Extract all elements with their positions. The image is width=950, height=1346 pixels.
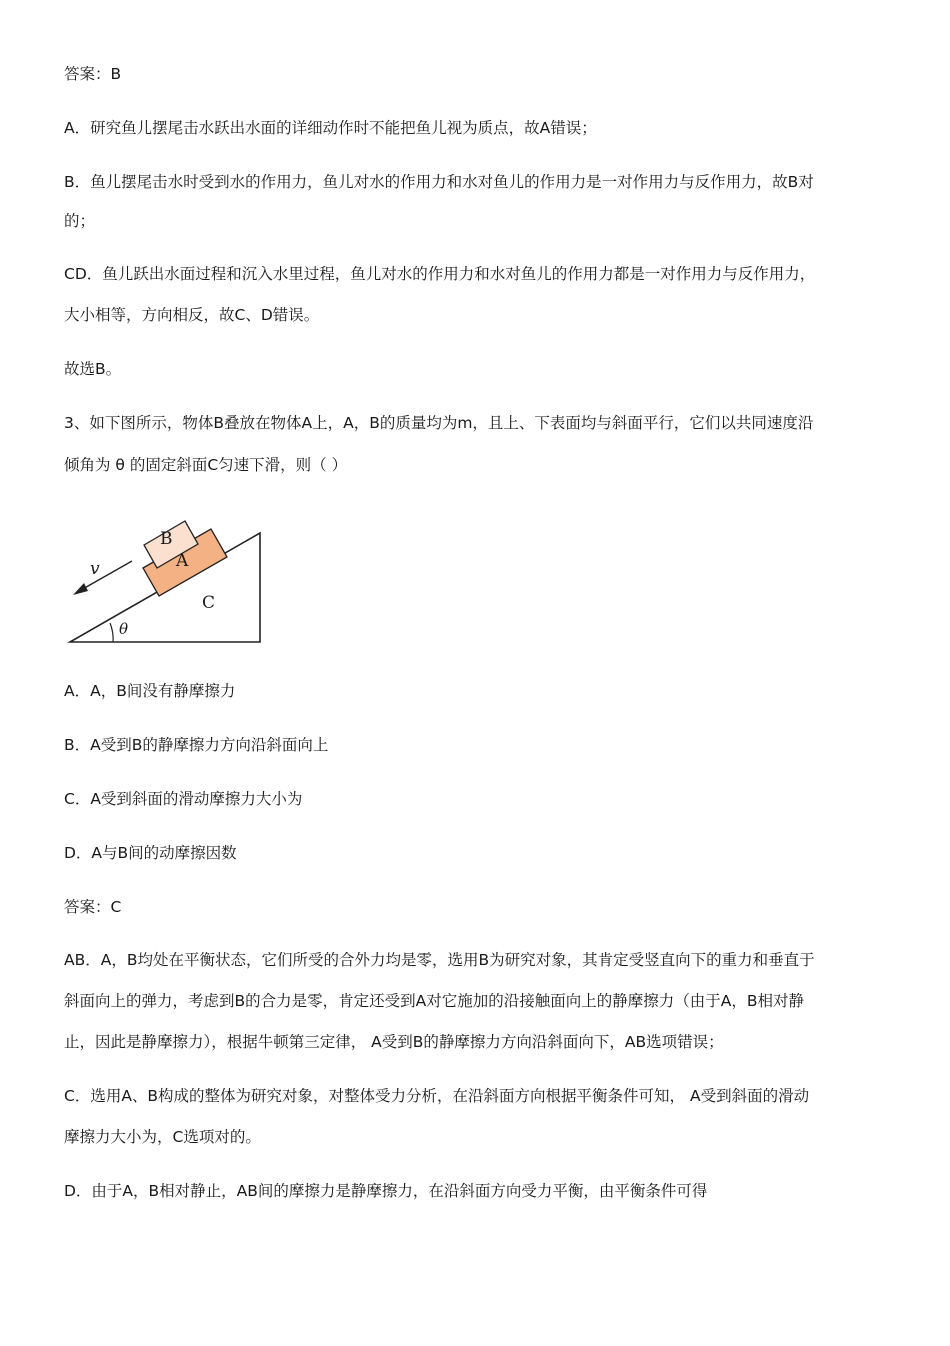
explanation-cd: CD．鱼儿跃出水面过程和沉入水里过程，鱼儿对水的作用力和水对鱼儿的作用力都是一对作用力与反作用力， (64, 265, 816, 283)
option-b: B．A受到B的静摩擦力方向沿斜面向上 (64, 736, 329, 754)
explanation-d: D．由于A，B相对静止，AB间的摩擦力是静摩擦力，在沿斜面方向受力平衡，由平衡条件可得 (64, 1182, 708, 1200)
conclusion: 故选B。 (64, 360, 122, 378)
explanation-c-cont: 摩擦力大小为，C选项对的。 (64, 1128, 261, 1146)
explanation-b-cont: 的； (64, 212, 96, 230)
label-c: C (202, 593, 216, 613)
incline-figure (64, 508, 269, 648)
explanation-ab-cont-2: 止，因此是静摩擦力），根据牛顿第三定律， A受到B的静摩擦力方向沿斜面向下，AB选项错误； (64, 1033, 724, 1051)
velocity-arrow (81, 561, 132, 590)
explanation-ab: AB．A，B均处在平衡状态，它们所受的合外力均是零，选用B为研究对象，其肯定受竖直向下的重力和垂直于 (64, 951, 815, 969)
explanation-c: C．选用A、B构成的整体为研究对象，对整体受力分析，在沿斜面方向根据平衡条件可知， A受到斜面的滑动 (64, 1087, 810, 1105)
answer-label-2: 答案：C (64, 898, 122, 916)
question-3-stem-cont: 倾角为 θ 的固定斜面C匀速下滑，则（ ） (64, 456, 348, 474)
label-theta: θ (119, 620, 129, 638)
explanation-ab-cont-1: 斜面向上的弹力，考虑到B的合力是零，肯定还受到A对它施加的沿接触面向上的静摩擦力（由于A，B相对静 (64, 992, 804, 1010)
option-a: A．A，B间没有静摩擦力 (64, 682, 236, 700)
explanation-b: B．鱼儿摆尾击水时受到水的作用力，鱼儿对水的作用力和水对鱼儿的作用力是一对作用力与反作用力，故B对 (64, 173, 814, 191)
velocity-arrowhead (73, 583, 88, 595)
label-a: A (176, 551, 189, 571)
label-v: v (90, 559, 100, 579)
explanation-cd-cont: 大小相等，方向相反，故C、D错误。 (64, 306, 320, 324)
explanation-a: A．研究鱼儿摆尾击水跃出水面的详细动作时不能把鱼儿视为质点，故A错误； (64, 119, 597, 137)
question-3-stem: 3、如下图所示，物体B叠放在物体A上，A，B的质量均为m，且上、下表面均与斜面平行，它们以共同速度沿 (64, 414, 814, 432)
option-c: C．A受到斜面的滑动摩擦力大小为 (64, 790, 303, 808)
option-d: D．A与B间的动摩擦因数 (64, 844, 237, 862)
answer-label: 答案：B (64, 65, 122, 83)
label-b: B (160, 529, 173, 549)
